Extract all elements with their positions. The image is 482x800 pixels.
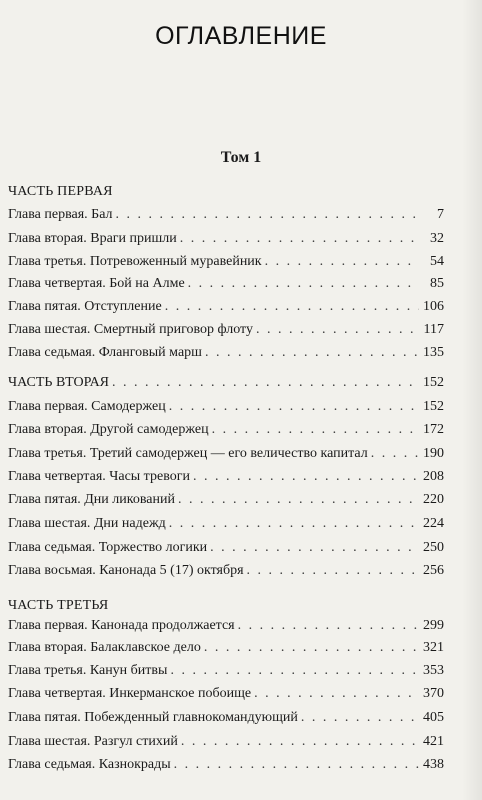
part-2-title [8,375,444,393]
entry-page: 321 [423,640,444,655]
entry-title: Глава третья. Третий самодержец — его величество капитал [8,446,368,461]
toc-entry [8,299,444,317]
entry-title: Глава шестая. Дни надежд [8,516,166,531]
leader-dots [371,446,419,462]
leader-dots [238,618,419,634]
entry-page: 299 [423,618,444,633]
toc-entry [8,757,444,775]
entry-page: 106 [423,299,444,314]
toc-entry [8,231,444,249]
entry-page: 190 [423,446,444,461]
entry-title: Глава восьмая. Канонада 5 (17) октября [8,563,244,578]
entry-title: Глава первая. Самодержец [8,399,166,414]
toc-entry [8,207,444,225]
entry-title: Глава третья. Потревоженный муравейник [8,254,262,269]
entry-page: 224 [423,516,444,531]
entry-title: Глава пятая. Дни ликований [8,492,175,507]
entry-page: 353 [423,663,444,678]
entry-page: 7 [437,207,444,222]
part-3-title: ЧАСТЬ ТРЕТЬЯ [8,598,109,613]
leader-dots [212,422,419,438]
entry-page: 85 [430,276,444,291]
entry-title: Глава седьмая. Торжество логики [8,540,208,555]
toc-entry [8,399,444,417]
leader-dots [204,640,419,656]
toc-entry [8,492,444,510]
entry-page: 135 [423,345,444,360]
entry-title: Глава пятая. Отступление [8,299,162,314]
entry-title: Глава первая. Канонада продолжается [8,618,235,633]
toc-entry [8,640,444,658]
volume-title: Том 1 [220,149,262,166]
entry-page: 405 [423,710,444,725]
entry-title: Глава вторая. Враги пришли [8,231,177,246]
leader-dots [210,540,419,556]
leader-dots [169,399,419,415]
toc-entry [8,516,444,534]
entry-page: 220 [423,492,444,507]
entry-title: Глава шестая. Разгул стихий [8,734,178,749]
leader-dots [256,322,419,338]
toc-entry [8,276,444,294]
leader-dots [193,469,419,485]
toc-entry [8,563,444,581]
toc-entry [8,345,444,363]
entry-page: 152 [423,375,444,390]
entry-title: Глава третья. Канун битвы [8,663,168,678]
entry-page: 370 [423,686,444,701]
toc-entry [8,618,444,636]
entry-title: Глава шестая. Смертный приговор флоту [8,322,253,337]
leader-dots [116,207,419,223]
entry-title: Глава четвертая. Бой на Алме [8,276,185,291]
entry-title: ЧАСТЬ ВТОРАЯ [8,375,110,390]
entry-page: 32 [430,231,444,246]
toc-entry [8,540,444,558]
leader-dots [170,663,419,679]
entry-page: 208 [423,469,444,484]
entry-page: 421 [423,734,444,749]
toc-entry [8,686,444,704]
entry-page: 152 [423,399,444,414]
leader-dots [301,710,419,726]
toc-entry [8,322,444,340]
toc-entry [8,254,444,272]
entry-title: Глава четвертая. Часы тревоги [8,469,190,484]
leader-dots [169,516,419,532]
part-1-title: ЧАСТЬ ПЕРВАЯ [8,184,113,199]
entry-page: 172 [423,422,444,437]
entry-title: Глава седьмая. Казнокрады [8,757,171,772]
entry-page: 256 [423,563,444,578]
leader-dots [205,345,419,361]
toc-entry [8,710,444,728]
toc-entry [8,469,444,487]
leader-dots [174,757,419,773]
toc-entry [8,446,444,464]
entry-title: Глава вторая. Другой самодержец [8,422,209,437]
leader-dots [178,492,419,508]
toc-entry [8,734,444,752]
entry-page: 54 [430,254,444,269]
entry-page: 117 [423,322,444,337]
leader-dots [181,734,419,750]
leader-dots [165,299,419,315]
toc-entry [8,422,444,440]
leader-dots [254,686,419,702]
entry-title: Глава четвертая. Инкерманское побоище [8,686,252,701]
leader-dots [180,231,419,247]
leader-dots [265,254,419,270]
entry-title: Глава пятая. Побежденный главнокомандующий [8,710,298,725]
toc-entry [8,663,444,681]
entry-title: Глава первая. Бал [8,207,113,222]
leader-dots [247,563,419,579]
leader-dots [188,276,419,292]
leader-dots [112,375,419,391]
entry-title: Глава седьмая. Фланговый марш [8,345,202,360]
entry-page: 438 [423,757,444,772]
entry-page: 250 [423,540,444,555]
entry-title: Глава вторая. Балаклавское дело [8,640,201,655]
page-title: ОГЛАВЛЕНИЕ [155,22,327,50]
page-edge-shadow [462,0,482,800]
